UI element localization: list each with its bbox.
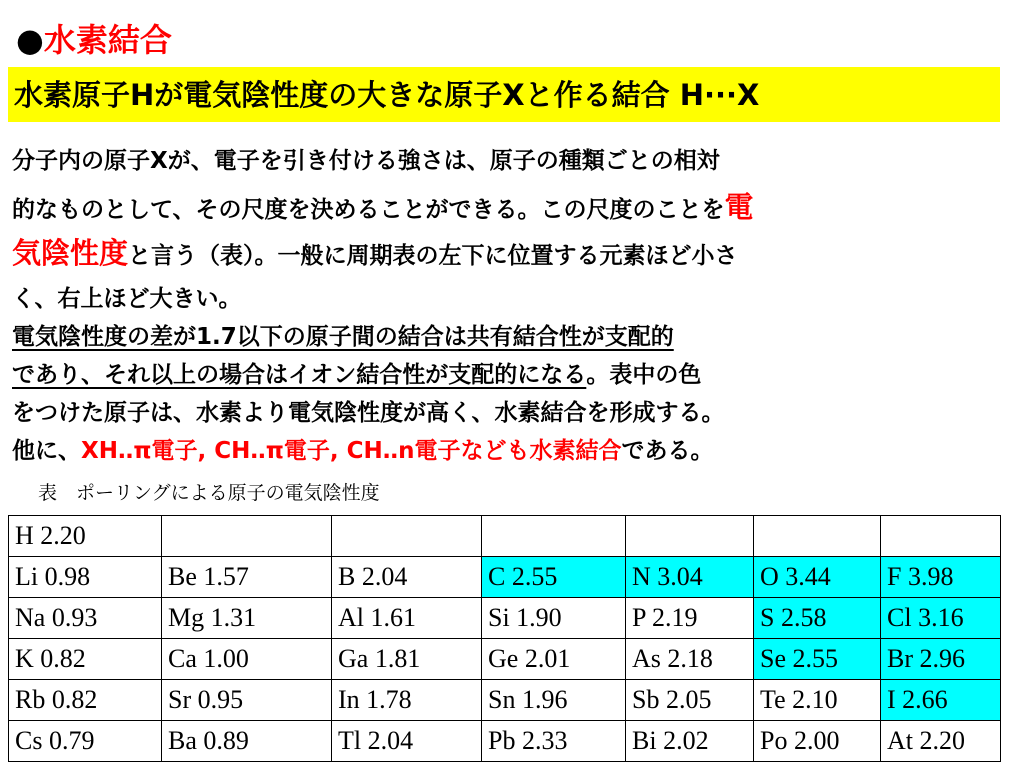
table-cell: Na 0.93 [9,598,162,639]
table-cell: Sn 1.96 [482,680,626,721]
table-cell: S 2.58 [754,598,881,639]
body-line-3 [12,230,1012,276]
title-text: 水素結合 [43,21,172,59]
body-line-7: をつけた原子は、水素より電気陰性度が高く、水素結合を形成する。 [12,400,725,426]
table-cell: Ga 1.81 [332,639,482,680]
definition-banner [8,67,1000,122]
body-line-8-tail: である。 [621,438,714,464]
table-cell: Pb 2.33 [482,721,626,762]
table-cell [162,516,332,557]
table-cell: Br 2.96 [881,639,1001,680]
body-line-4: く、右上ほど大きい。 [12,286,242,312]
hydrogen-bond-examples: XH‥π電子, CH‥π電子, CH‥n電子なども水素結合 [81,438,622,464]
electronegativity-table [8,515,1001,762]
table-cell: Rb 0.82 [9,680,162,721]
table-cell: N 3.04 [626,557,754,598]
table-cell: Bi 2.02 [626,721,754,762]
term-electronegativity-end: 気陰性度 [12,236,129,270]
table-cell: Sb 2.05 [626,680,754,721]
table-cell [881,516,1001,557]
table-cell: O 3.44 [754,557,881,598]
body-line-8 [12,428,1012,466]
table-row [9,516,1001,557]
underlined-statement-2: であり、それ以上の場合はイオン結合性が支配的になる [12,362,587,388]
body-line-2-text: 的なものとして、その尺度を決めることができる。この尺度のことを [12,197,725,223]
body-line-2 [12,184,1012,230]
term-electronegativity-start: 電 [724,190,754,224]
table-cell: Po 2.00 [754,721,881,762]
table-row [9,680,1001,721]
table-cell [332,516,482,557]
slide-title [16,18,172,62]
table-cell: Se 2.55 [754,639,881,680]
table-cell: Ge 2.01 [482,639,626,680]
table-cell: I 2.66 [881,680,1001,721]
body-line-6 [12,352,1012,390]
body-line-5 [12,314,1012,352]
table-cell: Ca 1.00 [162,639,332,680]
table-row [9,639,1001,680]
table-cell: Be 1.57 [162,557,332,598]
body-line-3-text: と言う（表）。一般に周期表の左下に位置する元素ほど小さ [128,243,738,269]
table-row [9,557,1001,598]
table-cell: Al 1.61 [332,598,482,639]
table-row [9,598,1001,639]
table-cell: F 3.98 [881,557,1001,598]
table-cell: Cs 0.79 [9,721,162,762]
table-cell: Li 0.98 [9,557,162,598]
table-cell: Cl 3.16 [881,598,1001,639]
table-cell: In 1.78 [332,680,482,721]
table-cell: H 2.20 [9,516,162,557]
table-caption: 表 ポーリングによる原子の電気陰性度 [38,482,380,504]
table-cell: Ba 0.89 [162,721,332,762]
table-cell: As 2.18 [626,639,754,680]
body-line-1: 分子内の原子Xが、電子を引き付ける強さは、原子の種類ごとの相対 [12,148,720,174]
underlined-statement-1: 電気陰性度の差が1.7以下の原子間の結合は共有結合性が支配的 [12,324,674,350]
table-cell: Sr 0.95 [162,680,332,721]
banner-text: 水素原子Hが電気陰性度の大きな原子Xと作る結合 H···X [14,78,760,112]
table-cell: At 2.20 [881,721,1001,762]
table-body [9,516,1001,762]
table-cell: C 2.55 [482,557,626,598]
table-cell: Tl 2.04 [332,721,482,762]
table-cell: B 2.04 [332,557,482,598]
table-row [9,721,1001,762]
body-line-6-text: 。表中の色 [586,362,702,388]
table-cell: Si 1.90 [482,598,626,639]
body-line-8-lead: 他に、 [12,438,81,464]
table-cell: K 0.82 [9,639,162,680]
table-cell: Te 2.10 [754,680,881,721]
table-cell [626,516,754,557]
table-cell [754,516,881,557]
table-cell: P 2.19 [626,598,754,639]
title-bullet: ● [16,21,44,59]
table-cell: Mg 1.31 [162,598,332,639]
body-paragraph [12,138,1012,466]
table-cell [482,516,626,557]
